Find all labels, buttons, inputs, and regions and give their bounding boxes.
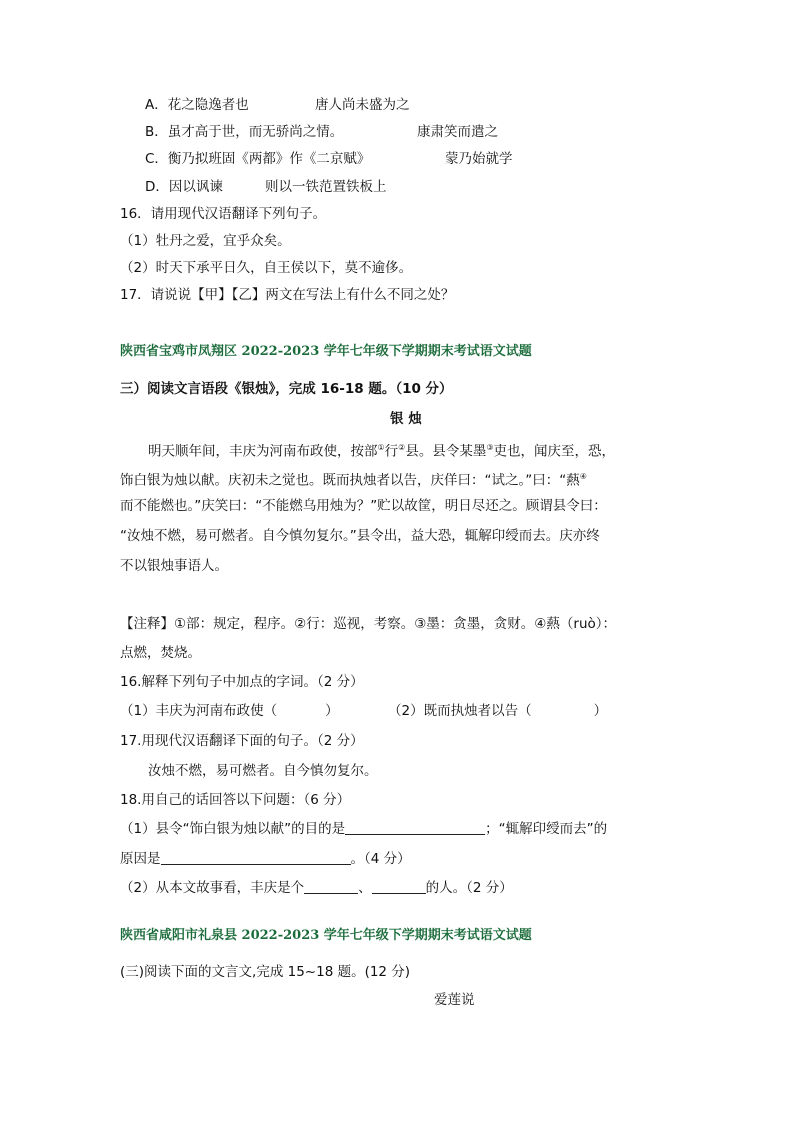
question-18-item-2-b: 、 bbox=[358, 880, 372, 896]
question-16-sentence-1: （1）牡丹之爱，宜乎众矣。 bbox=[120, 233, 291, 249]
source-title-1: 陕西省宝鸡市凤翔区 2022-2023 学年七年级下学期期末考试语文试题 bbox=[120, 344, 532, 359]
answer-blank-reason[interactable] bbox=[161, 850, 351, 865]
notes-line-2: 点燃，焚烧。 bbox=[120, 645, 201, 661]
question-16-title: 16．请用现代汉语翻译下列句子。 bbox=[120, 206, 327, 222]
question-18-item-1-c: 原因是 bbox=[120, 851, 161, 867]
question-18-item-2-a: （2）从本文故事看，丰庆是个 bbox=[120, 880, 305, 896]
section-3-title: 三）阅读文言语段《银烛》，完成 16-18 题。（10 分） bbox=[120, 381, 453, 397]
footnote-1-marker: ① bbox=[377, 443, 385, 452]
question-17b-title: 17.用现代汉语翻译下面的句子。（2 分） bbox=[120, 733, 364, 749]
option-a-left: A．花之隐逸者也 bbox=[145, 97, 249, 113]
passage-line-1-c: 县。县令某墨 bbox=[405, 443, 487, 460]
passage-line-2 bbox=[120, 467, 587, 491]
option-b bbox=[145, 122, 498, 142]
passage-line-4: “汝烛不燃，易可燃者。自今慎勿复尔。”县令出，益大恐，辄解印绶而去。庆亦终 bbox=[120, 528, 600, 544]
option-c bbox=[145, 149, 513, 169]
footnote-3-marker: ③ bbox=[486, 443, 494, 452]
question-16b-item-1 bbox=[120, 701, 339, 721]
option-a-right: 唐人尚未盛为之 bbox=[315, 97, 410, 113]
passage-title: 银 烛 bbox=[390, 411, 422, 427]
option-b-right: 康肃笑而遣之 bbox=[417, 124, 498, 140]
question-16b-item-2-close: ） bbox=[593, 703, 608, 719]
question-16b-item-2-text: （2）既而执烛者以告（ bbox=[388, 703, 532, 719]
question-18-item-1 bbox=[120, 819, 607, 839]
question-17: 17．请说说【甲】【乙】两文在写法上有什么不同之处？ bbox=[120, 287, 455, 303]
passage-line-3: 而不能燃也。”庆笑曰：“不能燃乌用烛为？”贮以故筐，明日尽还之。顾谓县令曰： bbox=[120, 498, 607, 514]
question-16b-item-1-text: （1）丰庆为河南布政使（ bbox=[120, 703, 278, 719]
question-16b-item-1-close: ） bbox=[325, 703, 339, 719]
section-3b-title: (三)阅读下面的文言文,完成 15~18 题。(12 分) bbox=[120, 964, 411, 980]
passage-line-1-a: 明天顺年间，丰庆为河南布政使，按部 bbox=[148, 443, 378, 460]
footnote-2-marker: ② bbox=[398, 443, 406, 452]
option-b-left: B．虽才高于世，而无骄尚之情。 bbox=[145, 124, 344, 140]
option-d-right: 则以一铁范置铁板上 bbox=[265, 179, 387, 195]
passage-line-1-b: 行 bbox=[384, 443, 399, 460]
passage-line-1-d: 吏也，闻庆至，恐， bbox=[493, 443, 616, 460]
option-c-left: C．衡乃拟班固《两都》作《二京赋》 bbox=[145, 151, 371, 167]
passage-2-title: 爱莲说 bbox=[434, 992, 475, 1008]
question-16b-item-2 bbox=[388, 701, 607, 721]
question-18-item-1-cont bbox=[120, 849, 411, 869]
footnote-4-marker: ④ bbox=[579, 472, 587, 481]
passage-line-2-text: 饰白银为烛以献。庆初未之觉也。既而执烛者以告，庆佯曰：“试之。”曰：“爇 bbox=[120, 472, 580, 489]
passage-line-1 bbox=[148, 438, 615, 462]
source-title-2: 陕西省咸阳市礼泉县 2022-2023 学年七年级下学期期末考试语文试题 bbox=[120, 928, 532, 943]
answer-blank-trait-1[interactable] bbox=[304, 879, 358, 894]
question-18-item-1-d: 。（4 分） bbox=[350, 851, 411, 867]
question-16b-title: 16.解释下列句子中加点的字词。（2 分） bbox=[120, 674, 364, 690]
question-17b-sentence: 汝烛不燃，易可燃者。自今慎勿复尔。 bbox=[148, 763, 378, 779]
option-a bbox=[145, 95, 410, 115]
question-16-sentence-2: （2）时天下承平日久，自王侯以下，莫不逾侈。 bbox=[120, 260, 413, 276]
option-d bbox=[145, 177, 387, 197]
question-18-item-2-c: 的人。（2 分） bbox=[425, 880, 513, 896]
option-d-left: D．因以讽谏 bbox=[145, 179, 223, 195]
answer-blank-trait-2[interactable] bbox=[372, 879, 426, 894]
question-18-title: 18.用自己的话回答以下问题：（6 分） bbox=[120, 792, 351, 808]
option-c-right: 蒙乃始就学 bbox=[445, 151, 513, 167]
passage-line-5: 不以银烛事语人。 bbox=[120, 558, 228, 574]
question-18-item-1-a: （1）县令“饰白银为烛以献”的目的是 bbox=[120, 821, 346, 837]
question-18-item-1-b: ；“辄解印绶而去”的 bbox=[485, 821, 608, 837]
notes-line-1: 【注释】①部：规定，程序。②行：巡视，考察。③墨：贪墨，贪财。④爇（ruò）： bbox=[120, 616, 617, 632]
answer-blank-purpose[interactable] bbox=[345, 820, 485, 835]
question-18-item-2 bbox=[120, 878, 513, 898]
